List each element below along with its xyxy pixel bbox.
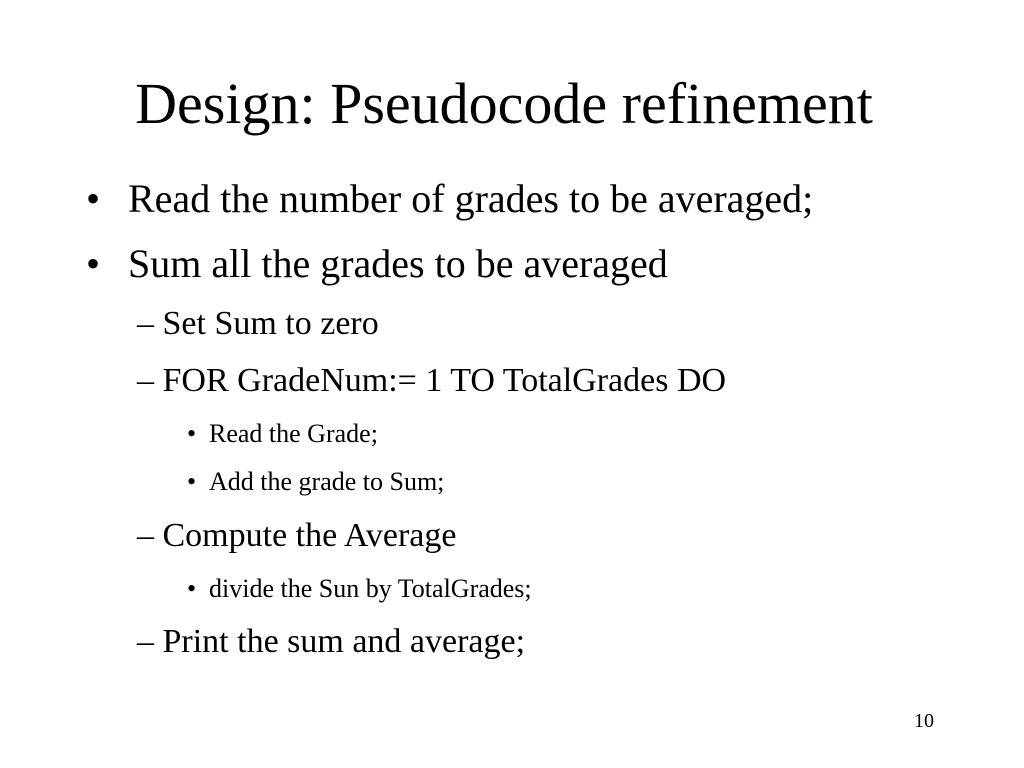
bullet-text: divide the Sun by TotalGrades;	[209, 574, 532, 603]
bullet-icon: •	[187, 467, 197, 496]
bullet-icon: •	[86, 241, 101, 286]
subsubitem-add-grade	[187, 466, 687, 498]
subsubitem-read-grade	[187, 418, 687, 450]
subitem-for-loop: – FOR GradeNum:= 1 TO TotalGrades DO	[137, 362, 727, 399]
subitem-print-result: – Print the sum and average;	[137, 623, 526, 660]
bullet-text: Sum all the grades to be averaged	[128, 241, 668, 286]
page-number: 10	[914, 710, 934, 732]
bullet-item-sum-grades	[86, 240, 946, 288]
bullet-item-read-number	[86, 175, 946, 223]
slide-title: Design: Pseudocode refinement	[135, 71, 873, 136]
bullet-text: Read the Grade;	[209, 419, 378, 448]
subsubitem-divide-sum	[187, 573, 787, 605]
bullet-text: Add the grade to Sum;	[209, 467, 445, 496]
subitem-compute-average: – Compute the Average	[137, 517, 457, 554]
bullet-icon: •	[187, 419, 197, 448]
bullet-text: Read the number of grades to be averaged;	[128, 176, 814, 221]
subitem-set-sum: – Set Sum to zero	[137, 305, 379, 342]
bullet-icon: •	[187, 574, 197, 603]
bullet-icon: •	[86, 176, 101, 221]
